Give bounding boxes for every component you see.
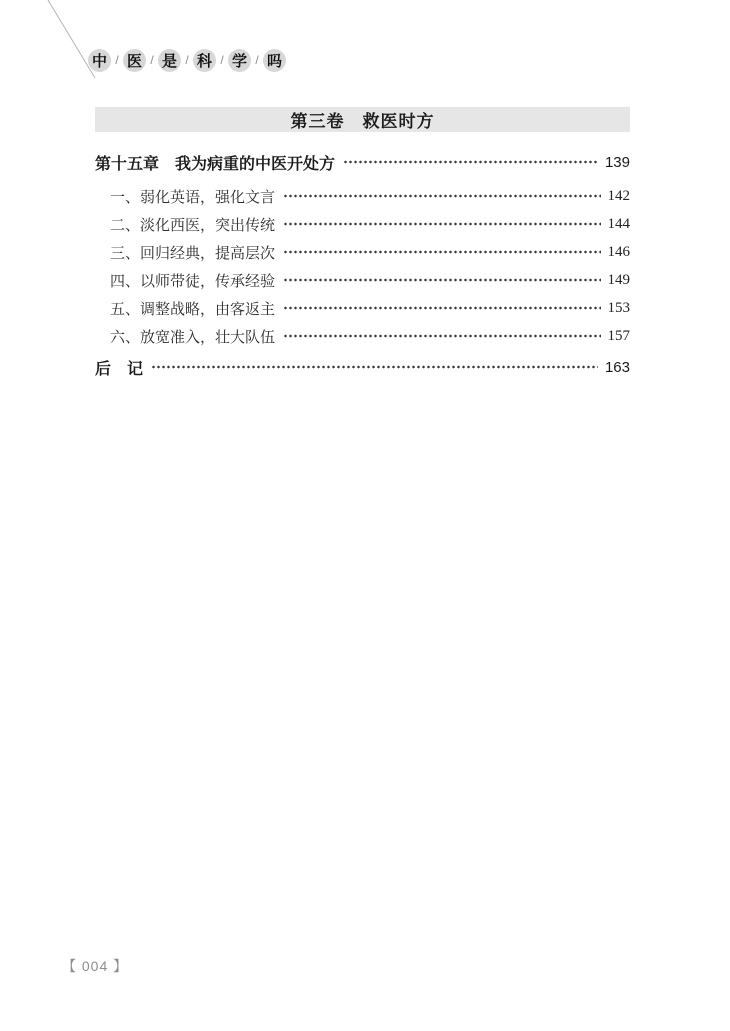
- table-of-contents: [95, 148, 630, 381]
- dot-leader: [283, 238, 600, 266]
- book-title: [88, 49, 286, 72]
- book-title-char: 医: [123, 49, 146, 72]
- dot-leader: [283, 182, 600, 210]
- corner-decoration-line: [0, 0, 120, 90]
- toc-entry-page: 157: [607, 327, 630, 344]
- toc-entry-title: 六、放宽准入，壮大队伍: [110, 329, 276, 346]
- book-title-char: 是: [158, 49, 181, 72]
- toc-entry-title: 一、弱化英语，强化文言: [110, 189, 276, 206]
- title-separator-icon: /: [220, 52, 224, 67]
- title-separator-icon: /: [185, 52, 189, 67]
- toc-chapter-row: [95, 148, 630, 176]
- title-separator-icon: /: [150, 52, 154, 67]
- book-title-char: 科: [193, 49, 216, 72]
- toc-item-row: [95, 322, 630, 350]
- page-number-folio: 【 004 】: [62, 958, 129, 974]
- toc-entry-title: 三、回归经典，提高层次: [110, 245, 276, 262]
- title-separator-icon: /: [115, 52, 119, 67]
- toc-item-row: [95, 238, 630, 266]
- toc-entry-title: 后 记: [95, 360, 144, 378]
- toc-entry-page: 142: [607, 187, 630, 204]
- toc-entry-page: 146: [607, 243, 630, 260]
- dot-leader: [283, 322, 600, 350]
- toc-item-row: [95, 182, 630, 210]
- toc-item-row: [95, 294, 630, 322]
- toc-entry-title: 二、淡化西医，突出传统: [110, 217, 276, 234]
- dot-leader: [283, 266, 600, 294]
- toc-postscript-row: [95, 353, 630, 381]
- toc-entry-page: 144: [607, 215, 630, 232]
- dot-leader: [343, 148, 598, 176]
- dot-leader: [283, 294, 600, 322]
- dot-leader: [151, 353, 598, 381]
- toc-entry-page: 153: [607, 299, 630, 316]
- book-title-char: 学: [228, 49, 251, 72]
- toc-entry-title: 四、以师带徒，传承经验: [110, 273, 276, 290]
- toc-entry-page: 163: [604, 358, 630, 376]
- title-separator-icon: /: [255, 52, 259, 67]
- toc-entry-page: 139: [604, 153, 630, 171]
- volume-header-bar: [95, 107, 630, 132]
- dot-leader: [283, 210, 600, 238]
- toc-entry-title: 第十五章 我为病重的中医开处方: [95, 155, 336, 173]
- toc-entry-title: 五、调整战略，由客返主: [110, 301, 276, 318]
- book-title-char: 中: [88, 49, 111, 72]
- toc-entry-page: 149: [607, 271, 630, 288]
- toc-item-row: [95, 266, 630, 294]
- toc-item-row: [95, 210, 630, 238]
- volume-title: 第三卷 救医时方: [290, 112, 435, 131]
- book-title-char: 吗: [263, 49, 286, 72]
